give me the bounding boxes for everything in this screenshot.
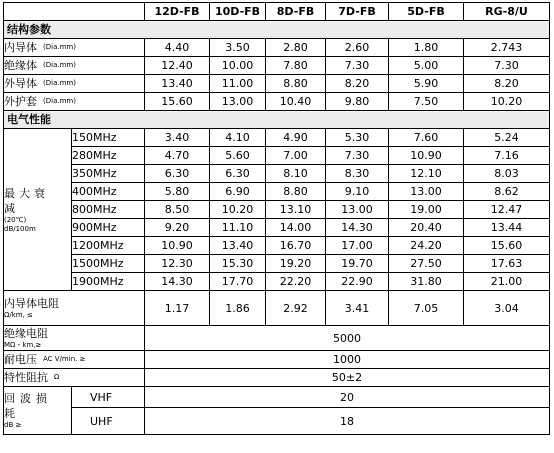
table-cell: 9.10 bbox=[326, 183, 389, 201]
table-cell: 10.90 bbox=[389, 147, 464, 165]
table-cell: 31.80 bbox=[389, 273, 464, 291]
table-row bbox=[4, 237, 550, 255]
table-cell: 13.00 bbox=[210, 93, 266, 111]
row-label: 绝缘电阻 bbox=[4, 327, 48, 340]
section-title: 电气性能 bbox=[4, 111, 550, 129]
table-cell: 13.40 bbox=[210, 237, 266, 255]
row-label-cell bbox=[4, 326, 145, 351]
table-cell: 22.90 bbox=[326, 273, 389, 291]
frequency-cell: 900MHz bbox=[72, 219, 145, 237]
cable-spec-table bbox=[3, 2, 550, 435]
table-cell: 13.10 bbox=[266, 201, 326, 219]
row-label: 外导体 bbox=[4, 76, 37, 90]
table-cell: 1000 bbox=[145, 351, 550, 369]
table-cell: 9.80 bbox=[326, 93, 389, 111]
table-cell: 7.05 bbox=[389, 291, 464, 326]
table-cell: 17.63 bbox=[464, 255, 550, 273]
row-unit: (Dia.mm) bbox=[43, 61, 76, 70]
column-header: 8D-FB bbox=[266, 3, 326, 21]
table-cell: 18 bbox=[145, 408, 550, 435]
table-cell: 21.00 bbox=[464, 273, 550, 291]
row-label-cell bbox=[4, 351, 145, 369]
table-row bbox=[4, 75, 550, 93]
table-cell: 4.10 bbox=[210, 129, 266, 147]
frequency-cell: 1900MHz bbox=[72, 273, 145, 291]
table-cell: 7.30 bbox=[464, 57, 550, 75]
table-row bbox=[4, 408, 550, 435]
table-row bbox=[4, 326, 550, 351]
table-cell: 13.00 bbox=[389, 183, 464, 201]
row-label-cell bbox=[4, 291, 145, 326]
table-cell: 20.40 bbox=[389, 219, 464, 237]
spec-table-container bbox=[3, 2, 550, 435]
table-cell: 7.16 bbox=[464, 147, 550, 165]
table-cell: 10.20 bbox=[464, 93, 550, 111]
table-cell: 9.20 bbox=[145, 219, 210, 237]
table-cell: 2.60 bbox=[326, 39, 389, 57]
table-cell: 8.50 bbox=[145, 201, 210, 219]
row-unit: (Dia.mm) bbox=[43, 43, 76, 52]
table-cell: 5.30 bbox=[326, 129, 389, 147]
table-cell: 19.70 bbox=[326, 255, 389, 273]
return-loss-unit: dB ≥ bbox=[4, 421, 22, 429]
return-loss-label-cell bbox=[4, 387, 72, 435]
table-row bbox=[4, 165, 550, 183]
attenuation-label-cell bbox=[4, 129, 72, 291]
frequency-cell: 400MHz bbox=[72, 183, 145, 201]
table-row bbox=[4, 291, 550, 326]
table-cell: 3.40 bbox=[145, 129, 210, 147]
table-cell: 13.00 bbox=[326, 201, 389, 219]
attenuation-unit: dB/100m bbox=[4, 224, 36, 233]
table-cell: 5.80 bbox=[145, 183, 210, 201]
column-header: 5D-FB bbox=[389, 3, 464, 21]
table-row bbox=[4, 369, 550, 387]
table-cell: 14.30 bbox=[145, 273, 210, 291]
frequency-cell: 280MHz bbox=[72, 147, 145, 165]
table-cell: 3.50 bbox=[210, 39, 266, 57]
table-cell: 3.41 bbox=[326, 291, 389, 326]
table-row bbox=[4, 351, 550, 369]
row-unit: Ω bbox=[54, 373, 60, 382]
attenuation-label-line2: 减 bbox=[4, 201, 15, 215]
table-cell: 17.70 bbox=[210, 273, 266, 291]
row-unit: AC V/min. ≥ bbox=[43, 355, 86, 364]
table-cell: 12.40 bbox=[145, 57, 210, 75]
table-cell: 1.80 bbox=[389, 39, 464, 57]
table-cell: 5.60 bbox=[210, 147, 266, 165]
table-cell: 15.60 bbox=[464, 237, 550, 255]
table-row bbox=[4, 201, 550, 219]
column-header: 7D-FB bbox=[326, 3, 389, 21]
row-label-cell bbox=[4, 39, 145, 57]
table-row bbox=[4, 129, 550, 147]
table-cell: 5.24 bbox=[464, 129, 550, 147]
table-cell: 2.92 bbox=[266, 291, 326, 326]
table-cell: 10.20 bbox=[210, 201, 266, 219]
table-cell: 8.30 bbox=[326, 165, 389, 183]
table-row bbox=[4, 219, 550, 237]
return-loss-label-line2: 耗 bbox=[4, 407, 15, 420]
table-cell: 22.20 bbox=[266, 273, 326, 291]
row-label: 耐电压 bbox=[4, 352, 37, 366]
table-row bbox=[4, 93, 550, 111]
table-cell: 7.50 bbox=[389, 93, 464, 111]
table-cell: 13.44 bbox=[464, 219, 550, 237]
table-cell: 8.03 bbox=[464, 165, 550, 183]
row-label: 绝缘体 bbox=[4, 58, 37, 72]
table-cell: 19.20 bbox=[266, 255, 326, 273]
table-cell: 24.20 bbox=[389, 237, 464, 255]
table-cell: 10.40 bbox=[266, 93, 326, 111]
return-loss-label-line1: 回波损 bbox=[4, 392, 52, 405]
row-unit: MΩ・km,≥ bbox=[4, 341, 42, 349]
table-cell: 10.90 bbox=[145, 237, 210, 255]
row-label-cell bbox=[4, 93, 145, 111]
table-cell: 19.00 bbox=[389, 201, 464, 219]
table-cell: 6.30 bbox=[210, 165, 266, 183]
frequency-cell: 800MHz bbox=[72, 201, 145, 219]
table-cell: 2.743 bbox=[464, 39, 550, 57]
table-cell: 7.30 bbox=[326, 57, 389, 75]
table-cell: 14.00 bbox=[266, 219, 326, 237]
table-cell: 4.40 bbox=[145, 39, 210, 57]
table-cell: 7.80 bbox=[266, 57, 326, 75]
row-unit: (Dia.mm) bbox=[43, 97, 76, 106]
table-cell: 8.10 bbox=[266, 165, 326, 183]
table-cell: 12.30 bbox=[145, 255, 210, 273]
table-cell: 17.00 bbox=[326, 237, 389, 255]
attenuation-temp: (20℃) bbox=[4, 215, 27, 224]
table-cell: 12.10 bbox=[389, 165, 464, 183]
table-row bbox=[4, 39, 550, 57]
table-cell: 27.50 bbox=[389, 255, 464, 273]
section-title: 结构参数 bbox=[4, 21, 550, 39]
table-cell: 8.20 bbox=[464, 75, 550, 93]
table-cell: 7.00 bbox=[266, 147, 326, 165]
table-cell: 7.30 bbox=[326, 147, 389, 165]
row-label-cell bbox=[4, 57, 145, 75]
section-row-electrical bbox=[4, 111, 550, 129]
table-row bbox=[4, 57, 550, 75]
table-cell: 15.30 bbox=[210, 255, 266, 273]
table-cell: 11.00 bbox=[210, 75, 266, 93]
frequency-cell: 350MHz bbox=[72, 165, 145, 183]
row-label: 内导体电阻 bbox=[4, 297, 59, 310]
table-cell: 5.90 bbox=[389, 75, 464, 93]
column-header: RG-8/U bbox=[464, 3, 550, 21]
table-row bbox=[4, 273, 550, 291]
row-label: 外护套 bbox=[4, 94, 37, 108]
table-cell: 3.04 bbox=[464, 291, 550, 326]
column-header: 12D-FB bbox=[145, 3, 210, 21]
table-cell: 8.80 bbox=[266, 183, 326, 201]
table-cell: 10.00 bbox=[210, 57, 266, 75]
table-cell: 5.00 bbox=[389, 57, 464, 75]
row-label-cell bbox=[4, 369, 145, 387]
table-cell: 12.47 bbox=[464, 201, 550, 219]
table-cell: 6.90 bbox=[210, 183, 266, 201]
table-cell: 5000 bbox=[145, 326, 550, 351]
row-unit: Ω/km, ≤ bbox=[4, 311, 33, 319]
table-row bbox=[4, 255, 550, 273]
row-unit: (Dia.mm) bbox=[43, 79, 76, 88]
frequency-cell: 1200MHz bbox=[72, 237, 145, 255]
table-cell: 1.17 bbox=[145, 291, 210, 326]
table-cell: 14.30 bbox=[326, 219, 389, 237]
attenuation-label-line1: 最大衰 bbox=[4, 186, 49, 200]
table-cell: 4.90 bbox=[266, 129, 326, 147]
table-row bbox=[4, 387, 550, 408]
frequency-cell: 150MHz bbox=[72, 129, 145, 147]
row-label: 内导体 bbox=[4, 40, 37, 54]
band-cell: VHF bbox=[72, 387, 145, 408]
table-cell: 13.40 bbox=[145, 75, 210, 93]
table-cell: 7.60 bbox=[389, 129, 464, 147]
table-cell: 8.62 bbox=[464, 183, 550, 201]
header-blank-cell bbox=[4, 3, 145, 21]
table-cell: 15.60 bbox=[145, 93, 210, 111]
column-header: 10D-FB bbox=[210, 3, 266, 21]
frequency-cell: 1500MHz bbox=[72, 255, 145, 273]
band-cell: UHF bbox=[72, 408, 145, 435]
table-row bbox=[4, 147, 550, 165]
table-cell: 16.70 bbox=[266, 237, 326, 255]
table-row bbox=[4, 183, 550, 201]
table-cell: 4.70 bbox=[145, 147, 210, 165]
table-cell: 20 bbox=[145, 387, 550, 408]
table-cell: 2.80 bbox=[266, 39, 326, 57]
table-cell: 1.86 bbox=[210, 291, 266, 326]
table-cell: 8.80 bbox=[266, 75, 326, 93]
header-row bbox=[4, 3, 550, 21]
row-label-cell bbox=[4, 75, 145, 93]
table-cell: 8.20 bbox=[326, 75, 389, 93]
table-cell: 11.10 bbox=[210, 219, 266, 237]
table-cell: 50±2 bbox=[145, 369, 550, 387]
row-label: 特性阻抗 bbox=[4, 370, 48, 384]
section-row-structure bbox=[4, 21, 550, 39]
table-cell: 6.30 bbox=[145, 165, 210, 183]
